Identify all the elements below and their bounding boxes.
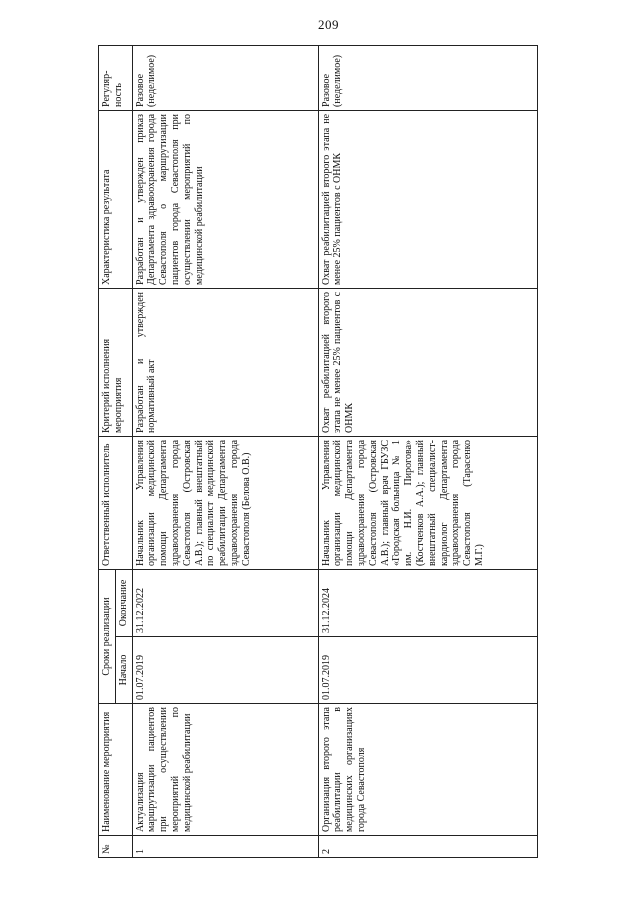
cell-result: Охват реабилитацией второго этапа не менее 25% пациентов с ОНМК [318,110,537,288]
cell-name: Актуализация маршрутизации пациентов при осуществлении мероприятий по медицинской реабилитации [132,704,318,836]
cell-regularity: Разовое (неделимое) [318,45,537,110]
cell-responsible: Начальник Управления организации медицинской помощи Департамента здравоохранения города Севастополя (Островская А.В.); главный внештатный по специалист медицинской реабилитации Департамента здравоохранения города Севастополя (Белова О.В.) [132,436,318,569]
cell-regularity: Разовое (неделимое) [132,45,318,110]
header-start: Начало [115,637,132,704]
header-end: Окончание [115,569,132,636]
header-terms: Сроки реализации [99,569,116,703]
page-number: 209 [318,17,339,32]
table-row [132,45,318,857]
header-row [99,45,116,857]
header-criterion: Критерий исполнения мероприятия [99,288,133,436]
cell-name: Организация второго этапа реабилитации в медицинских организациях города Севастополя [318,704,537,836]
cell-num: 1 [132,836,318,858]
cell-responsible: Начальник Управления организации медицинской помощи Департамента здравоохранения города Севастополя (Островская А.В.); главный врач ГБУЗС «Городская больница № 1 им. Н.И. Пирогова» (Костченков А.А.); главный внештатный специалист-кардиолог Департамента здравоохранения города Севастополя (Тарасенко М.Г.) [318,436,537,569]
cell-end: 31.12.2024 [318,569,537,636]
cell-start: 01.07.2019 [318,637,537,704]
cell-end: 31.12.2022 [132,569,318,636]
cell-criterion: Охват реабилитацией второго этапа не менее 25% пациентов с ОНМК [318,288,537,436]
header-num: № [99,836,133,858]
header-name: Наименование мероприятия [99,704,133,836]
cell-num: 2 [318,836,537,858]
header-responsible: Ответственный исполнитель [99,436,133,569]
header-result: Характеристика результата [99,110,133,288]
cell-criterion: Разработан и утвержден нормативный акт [132,288,318,436]
cell-start: 01.07.2019 [132,637,318,704]
cell-result: Разработан и утвержден приказ Департамента здравоохранения города Севастополя о маршрутизации пациентов города Севастополя при осуществлении мероприятий по медицинской реабилитации [132,110,318,288]
rotated-table-container [98,46,538,858]
activities-table [98,45,538,858]
table-row [318,45,537,857]
header-regularity: Регуляр-ность [99,45,133,110]
